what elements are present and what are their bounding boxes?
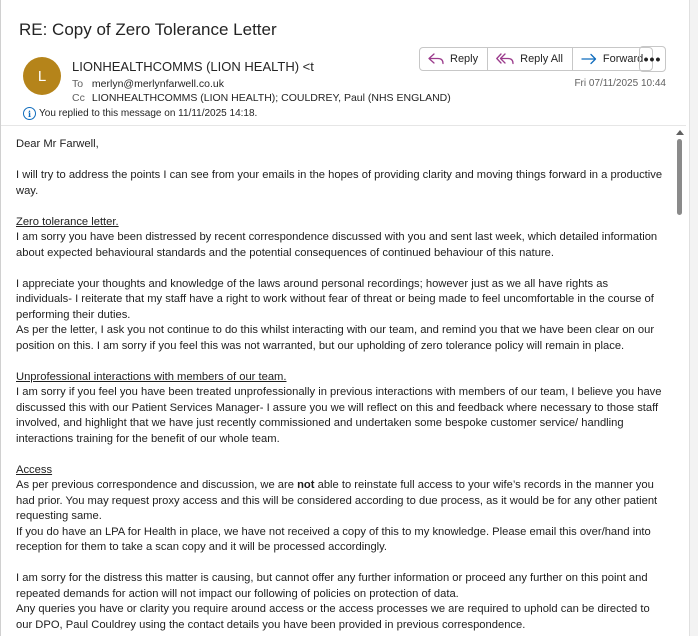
scroll-up-arrow-icon[interactable]	[676, 130, 684, 135]
header-divider	[1, 125, 686, 126]
access-text-a: As per previous correspondence and discussion, we are	[16, 479, 298, 491]
reply-button[interactable]	[420, 48, 488, 70]
closing-paragraph-2: Any queries you have or clarity you require around access or the access processes we are required to uphold can be directed to our DPO, Paul Couldrey using the contact details you have been provided in previous correspondence.	[16, 603, 650, 631]
forward-icon	[581, 53, 597, 65]
more-icon: •••	[643, 51, 662, 67]
reply-all-button[interactable]	[488, 48, 573, 70]
replied-notice-text: You replied to this message on 11/11/2025 14:18.	[39, 108, 258, 119]
zero-tolerance-paragraph-2: I appreciate your thoughts and knowledge of the laws around personal recordings; however just as we all have rights as individuals- I reiterate that my staff have a right to work without fear of threat or being made to feel uncomfortable in the course of performing their duties.	[16, 277, 654, 321]
access-paragraph-2: If you do have an LPA for Health in place, we have not received a copy of this to my knowledge. Please email this over/hand into reception for them to take a scan copy and it will be processed accordingly.	[16, 525, 651, 553]
sent-date: Fri 07/11/2025 10:44	[574, 78, 666, 89]
intro-paragraph: I will try to address the points I can see from your emails in the hopes of providing clarity and moving things forward in a productive way.	[16, 169, 663, 197]
reply-button-label: Reply	[450, 53, 479, 65]
reply-all-button-label: Reply All	[520, 53, 563, 65]
to-row	[72, 78, 224, 90]
access-text-b: able to reinstate full access to your wife’s records in the manner you had prior. You may request proxy access and this will be considered according to due process, as it would be for any other patient requesting same.	[16, 479, 658, 522]
more-actions-button[interactable]	[639, 46, 666, 72]
avatar-initial: L	[37, 67, 47, 85]
email-body	[16, 137, 664, 633]
zero-tolerance-paragraph-1: I am sorry you have been distressed by recent correspondence discussed with you and sent last week, which detailed information about expected behavioural standards and the potential consequences of continued behaviour of this nature.	[16, 231, 658, 259]
to-recipient[interactable]: merlyn@merlynfarwell.co.uk	[91, 78, 224, 90]
message-actions	[419, 47, 653, 71]
cc-label: Cc	[72, 92, 85, 104]
zero-tolerance-paragraph-3: As per the letter, I ask you not continue to do this whilst interacting with our team, and remind you that we have been clear on our position on this. I am sorry if you feel this was not warranted, but our upholding of zero tolerance policy will remain in place.	[16, 324, 655, 352]
sender-avatar[interactable]	[23, 57, 61, 95]
sender-name[interactable]: LIONHEALTHCOMMS (LION HEALTH) <t	[72, 59, 314, 74]
zero-tolerance-heading: Zero tolerance letter.	[16, 215, 119, 228]
to-label: To	[72, 78, 84, 90]
info-icon: i	[23, 107, 36, 120]
email-subject: RE: Copy of Zero Tolerance Letter	[19, 20, 277, 39]
forward-button-label: Forward	[602, 53, 644, 65]
reply-icon	[428, 53, 444, 65]
greeting: Dear Mr Farwell,	[16, 138, 99, 150]
reply-all-icon	[496, 53, 514, 65]
scrollbar-thumb[interactable]	[677, 139, 682, 215]
unprofessional-heading: Unprofessional interactions with members of our team.	[16, 370, 287, 383]
access-paragraph-1	[16, 478, 664, 525]
access-text-bold: not	[297, 479, 315, 491]
window-edge	[689, 0, 698, 636]
closing-paragraph-1: I am sorry for the distress this matter is causing, but cannot offer any further information or proceed any further on this point and repeated demands for action will not impact our following of policies on protection of data.	[16, 572, 648, 600]
vertical-scrollbar[interactable]	[674, 128, 686, 636]
unprofessional-paragraph: I am sorry if you feel you have been treated unprofessionally in previous interactions with members of our team, I believe you have discussed this with our Patient Services Manager- I assure you we will reflect on this and feedback where necessary to those staff involved, and highlight that we have just recently commissioned and undertaken some bespoke customer service/ handling interactions training for the benefit of our whole team.	[16, 386, 662, 445]
access-heading: Access	[16, 463, 53, 476]
cc-recipients[interactable]: LIONHEALTHCOMMS (LION HEALTH); COULDREY, Paul (NHS ENGLAND)	[91, 92, 451, 104]
replied-notice	[23, 107, 257, 120]
cc-row	[72, 92, 451, 104]
